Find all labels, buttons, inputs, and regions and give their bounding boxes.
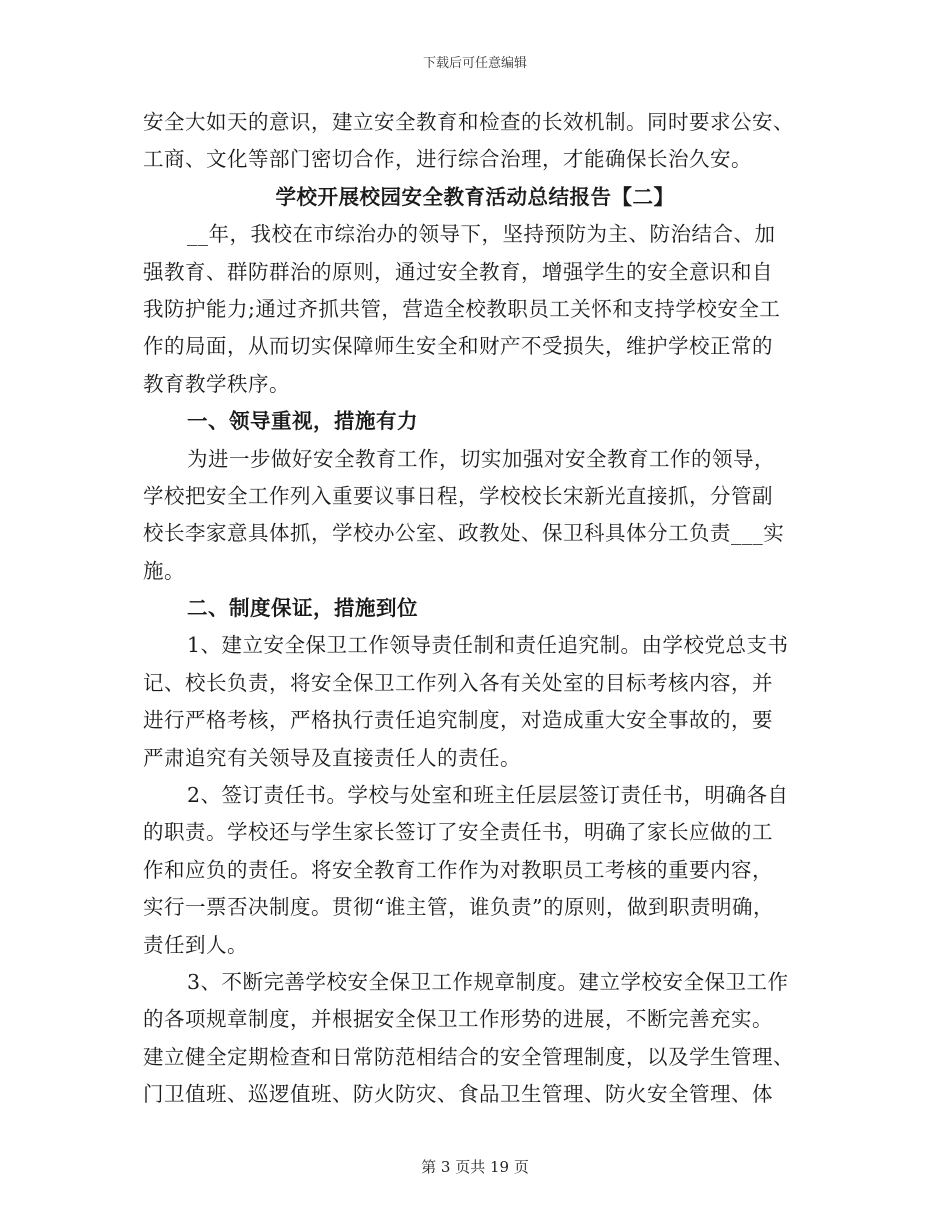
paragraph-line: 施。	[143, 558, 185, 583]
paragraph-line: 1、建立安全保卫工作领导责任制和责任追究制。由学校党总支书	[187, 633, 789, 658]
header-note: 下载后可任意编辑	[422, 56, 527, 71]
paragraph-line: 教育教学秩序。	[143, 371, 290, 396]
subheading-1: 一、领导重视，措施有力	[187, 409, 418, 434]
paragraph-line: 校长李家意具体抓，学校办公室、政教处、保卫科具体分工负责___实	[143, 521, 785, 546]
paragraph-line: 强教育、群防群治的原则，通过安全教育，增强学生的安全意识和自	[143, 259, 773, 284]
paragraph-line: __年，我校在市综治办的领导下，坚持预防为主、防治结合、加	[187, 222, 776, 247]
paragraph-line: 安全大如天的意识，建立安全教育和检查的长效机制。同时要求公安、	[143, 110, 794, 134]
section-title: 学校开展校园安全教育活动总结报告【二】	[275, 184, 675, 209]
paragraph-line: 2、签订责任书。学校与处室和班主任层层签订责任书，明确各自	[187, 783, 789, 808]
paragraph-line: 进行严格考核，严格执行责任追究制度，对造成重大安全事故的，要	[143, 708, 773, 733]
paragraph-line: 作的局面，从而切实保障师生安全和财产不受损失，维护学校正常的	[143, 334, 773, 359]
paragraph-line: 的各项规章制度，并根据安全保卫工作形势的进展，不断完善充实。	[143, 1007, 773, 1032]
paragraph-line: 学校把安全工作列入重要议事日程，学校校长宋新光直接抓，分管副	[143, 483, 773, 508]
paragraph-line: 工商、文化等部门密切合作，进行综合治理，才能确保长治久安。	[143, 147, 752, 172]
subheading-2: 二、制度保证，措施到位	[187, 596, 418, 621]
paragraph-line: 作和应负的责任。将安全教育工作作为对教职员工考核的重要内容，	[143, 857, 773, 882]
paragraph-line: 记、校长负责，将安全保卫工作列入各有关处室的目标考核内容，并	[143, 670, 773, 695]
paragraph-line: 严肃追究有关领导及直接责任人的责任。	[143, 745, 521, 770]
page-number-footer: 第 3 页共 19 页	[421, 1158, 529, 1176]
paragraph-line: 实行一票否决制度。贯彻“谁主管，谁负责”的原则，做到职责明确，	[143, 895, 774, 920]
paragraph-line: 责任到人。	[143, 932, 248, 957]
paragraph-line: 的职责。学校还与学生家长签订了安全责任书，明确了家长应做的工	[143, 820, 773, 845]
paragraph-line: 3、不断完善学校安全保卫工作规章制度。建立学校安全保卫工作	[187, 969, 789, 994]
document-body	[143, 104, 807, 1114]
paragraph-line: 我防护能力;通过齐抓共管，营造全校教职员工关怀和支持学校安全工	[143, 296, 781, 321]
paragraph-line: 为进一步做好安全教育工作，切实加强对安全教育工作的领导，	[187, 446, 775, 471]
paragraph-line: 门卫值班、巡逻值班、防火防灾、食品卫生管理、防火安全管理、体	[143, 1082, 773, 1107]
paragraph-line: 建立健全定期检查和日常防范相结合的安全管理制度，以及学生管理、	[143, 1044, 794, 1069]
